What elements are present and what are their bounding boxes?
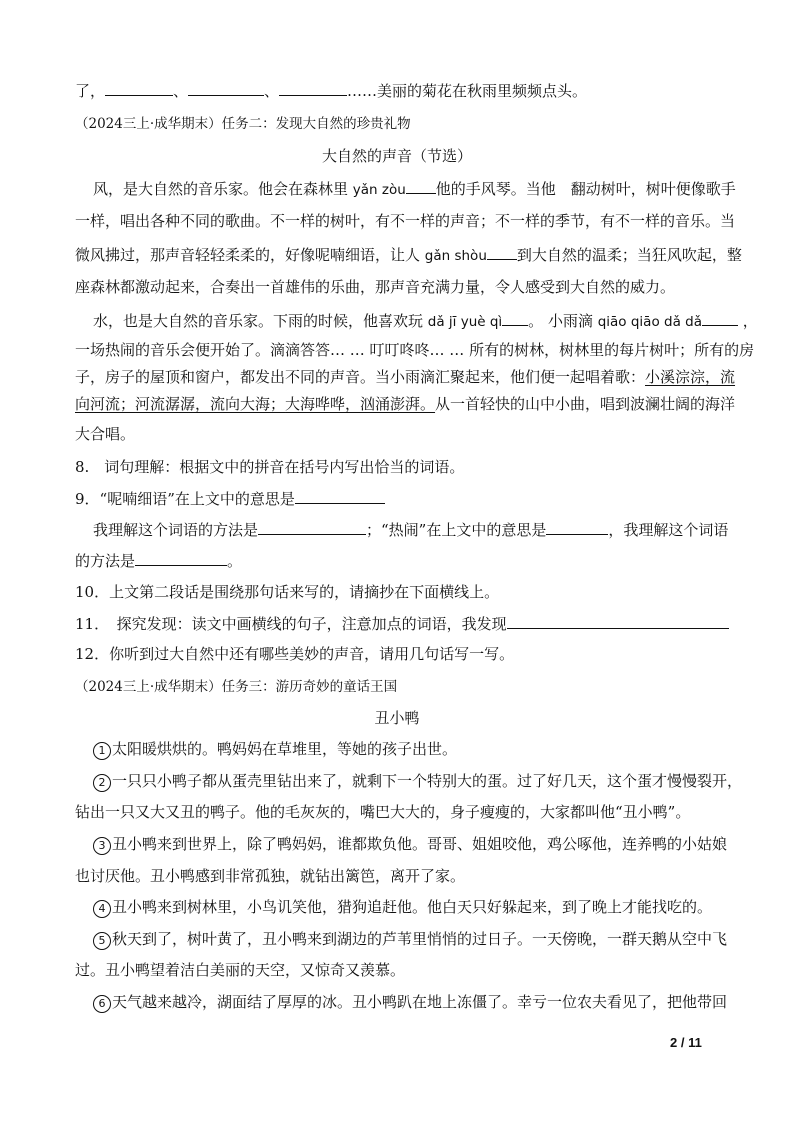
pinyin: dǎ jī yuè qì xyxy=(427,314,503,330)
paragraph-number: 2 xyxy=(93,774,111,792)
paragraph-number: 4 xyxy=(93,900,111,918)
pinyin: qiāo qiāo dǎ dǎ xyxy=(597,314,702,330)
answer-blank[interactable] xyxy=(702,310,738,326)
passage-title: 大自然的声音（节选） xyxy=(321,147,472,165)
story-paragraph: 4 丑小鸭来到树林里，小鸟讥笑他，猎狗追赶他。他白天只好躲起来，到了晚上才能找吃的。 xyxy=(93,897,712,918)
story-paragraph: 3 丑小鸭来到世界上，除了鸭妈妈，谁都欺负他。哥哥、姐姐咬他，鸡公啄他，连养鸭的小姑娘 xyxy=(93,834,727,855)
passage-line: 向河流；河流潺潺，流向大海；大海哗哗，汹涌澎湃。从一首轻快的山中小曲，唱到波澜壮阔的海洋 xyxy=(75,395,736,413)
answer-blank[interactable] xyxy=(279,80,347,96)
paragraph-number: 1 xyxy=(93,742,111,760)
passage-line: 座森林都激动起来，合奏出一首雄伟的乐曲，那声音充满力量，令人感受到大自然的威力。 xyxy=(75,278,676,296)
story-paragraph: 6 天气越来越冷，湖面结了厚厚的冰。丑小鸭趴在地上冻僵了。幸亏一位农夫看见了，把他带回 xyxy=(93,992,727,1013)
paragraph-number: 5 xyxy=(93,932,111,950)
answer-blank[interactable] xyxy=(295,488,385,504)
pinyin: gǎn shòu xyxy=(424,248,487,264)
task3-source: （2024三上·成华期末）任务三：游历奇妙的童话王国 xyxy=(75,679,398,695)
underlined-sentence: 向河流； xyxy=(75,395,136,413)
paragraph-number: 3 xyxy=(93,837,111,855)
answer-blank[interactable] xyxy=(135,550,227,566)
passage-line: 风，是大自然的音乐家。他会在森林里 yǎn zòu 他的手风琴。当他 翻动树叶，树叶便像歌手 xyxy=(93,180,736,198)
story-paragraph: 5 秋天到了，树叶黄了，丑小鸭来到湖边的芦苇里悄悄的过日子。一天傍晚，一群天鹅从空中飞 xyxy=(93,929,727,950)
underlined-sentence: 大海哗哗，汹涌澎湃。 xyxy=(285,395,436,413)
paragraph-number: 6 xyxy=(93,995,111,1013)
story-paragraph: 2 一只只小鸭子都从蛋壳里钻出来了，就剩下一个特别大的蛋。过了好几天，这个蛋才慢慢裂开， xyxy=(93,771,742,792)
answer-blank[interactable] xyxy=(406,178,436,194)
answer-blank[interactable] xyxy=(487,244,517,260)
question-8: 8. 词句理解：根据文中的拼音在括号内写出恰当的词语。 xyxy=(75,458,465,476)
passage-line: 微风拂过，那声音轻轻柔柔的，好像呢喃细语，让人 gǎn shòu 到大自然的温柔；当狂风吹起，整 xyxy=(75,246,742,264)
passage-line: 一场热闹的音乐会便开始了。滴滴答答… … 叮叮咚咚… … 所有的树林，树林里的每片树叶；所有的房 xyxy=(75,341,755,359)
pinyin: yǎn zòu xyxy=(352,182,406,198)
question-10: 10．上文第二段话是围绕那句话来写的，请摘抄在下面横线上。 xyxy=(75,583,500,601)
answer-blank[interactable] xyxy=(507,613,729,629)
answer-blank[interactable] xyxy=(502,310,528,326)
page-number: 2 / 11 xyxy=(670,1035,702,1050)
task2-source: （2024三上·成华期末）任务二：发现大自然的珍贵礼物 xyxy=(75,116,411,132)
question-11: 11． 探究发现：读文中画横线的句子，注意加点的词语，我发现 xyxy=(75,613,729,634)
underlined-sentence: 河流潺潺，流向大海； xyxy=(135,395,286,413)
passage-line: 大合唱。 xyxy=(75,425,136,443)
question-12: 12．你听到过大自然中还有哪些美妙的声音，请用几句话写一写。 xyxy=(75,645,515,663)
answer-blank[interactable] xyxy=(546,519,608,535)
story-line: 过。丑小鸭望着洁白美丽的天空，又惊奇又羡慕。 xyxy=(75,961,406,979)
underlined-sentence: 小溪淙淙，流 xyxy=(645,368,736,386)
answer-blank[interactable] xyxy=(105,80,173,96)
passage-line: 水，也是大自然的音乐家。下雨的时候，他喜欢玩 dǎ jī yuè qì 。 小雨滴 qiāo qiāo dǎ dǎ ， xyxy=(93,312,758,330)
answer-blank[interactable] xyxy=(188,80,264,96)
story-title: 丑小鸭 xyxy=(374,709,420,727)
question-9: 9．“呢喃细语”在上文中的意思是 xyxy=(75,488,385,509)
story-paragraph: 1 太阳暖烘烘的。鸭妈妈在草堆里，等她的孩子出世。 xyxy=(93,739,457,760)
answer-blank[interactable] xyxy=(258,519,366,535)
story-line: 也讨厌他。丑小鸭感到非常孤独，就钻出篱笆，离开了家。 xyxy=(75,867,466,885)
story-line: 钻出一只又大又丑的鸭子。他的毛灰灰的，嘴巴大大的，身子瘦瘦的，大家都叫他“丑小鸭”。 xyxy=(75,803,691,821)
question-9-line3: 的方法是 。 xyxy=(75,552,243,570)
passage-line: 一样，唱出各种不同的歌曲。不一样的树叶，有不一样的声音；不一样的季节，有不一样的音乐。当 xyxy=(75,212,736,230)
passage-line: 子，房子的屋顶和窗户，都发出不同的声音。当小雨滴汇聚起来，他们便一起唱着歌：小溪淙淙，流 xyxy=(75,368,736,386)
question-9-line2: 我理解这个词语的方法是 ；“热闹”在上文中的意思是 ，我理解这个词语 xyxy=(93,521,729,539)
fill-line: 了， 、 、 ……美丽的菊花在秋雨里频频点头。 xyxy=(75,82,588,100)
